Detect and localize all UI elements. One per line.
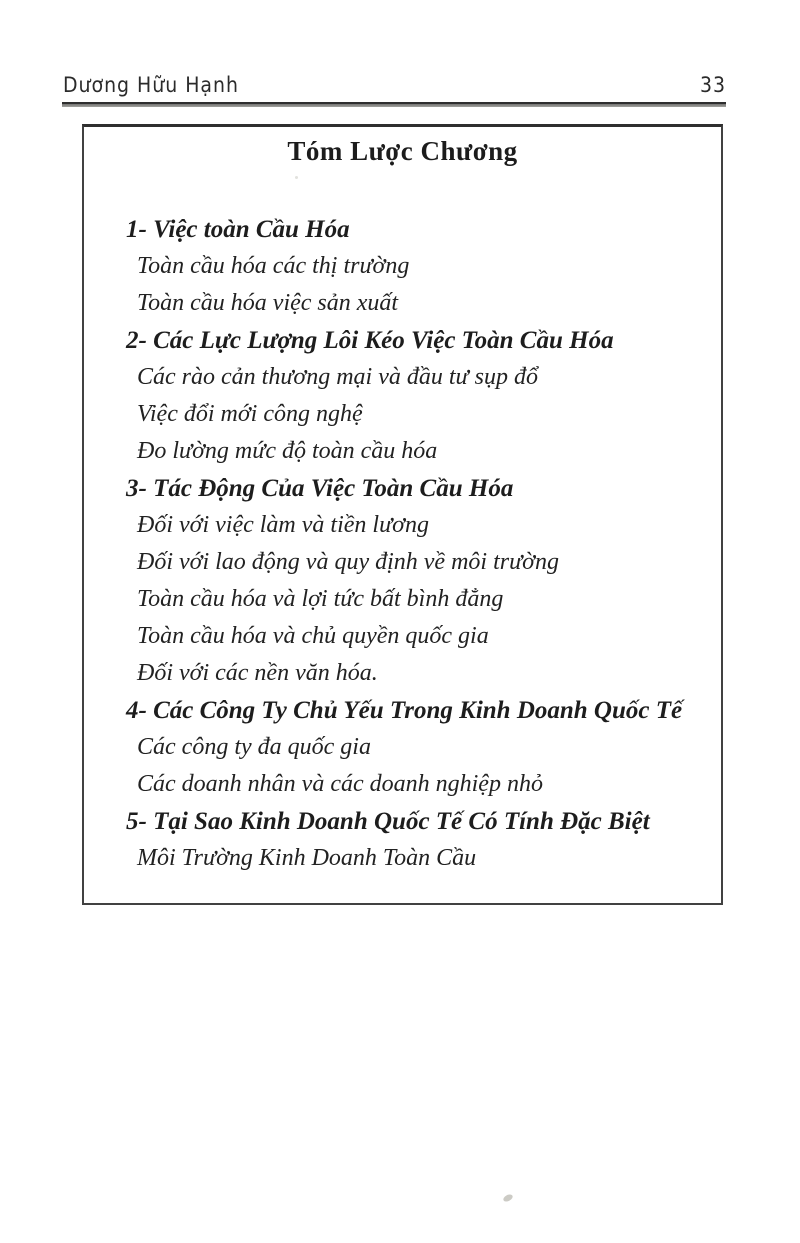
section-4-heading: 4- Các Công Ty Chủ Yếu Trong Kinh Doanh Quốc Tế [126,697,683,724]
section-3-item: Toàn cầu hóa và lợi tức bất bình đẳng [137,586,504,612]
section-1-item: Toàn cầu hóa các thị trường [137,253,410,279]
section-2-heading: 2- Các Lực Lượng Lôi Kéo Việc Toàn Cầu Hóa [126,327,614,354]
running-header-author: Dương Hữu Hạnh [63,73,239,97]
section-2-item: Việc đổi mới công nghệ [137,401,363,427]
section-3-item: Đối với lao động và quy định về môi trường [137,549,559,575]
scan-artifact [295,176,298,179]
section-5-item: Môi Trường Kinh Doanh Toàn Cầu [137,845,477,871]
section-5-heading: 5- Tại Sao Kinh Doanh Quốc Tế Có Tính Đặc Biệt [126,808,650,835]
summary-contents-list [126,211,715,877]
section-1-item: Toàn cầu hóa việc sản xuất [137,290,399,316]
chapter-summary-box [82,124,723,905]
section-3-item: Đối với các nền văn hóa. [137,660,378,686]
summary-box-title: Tóm Lược Chương [287,136,518,166]
section-4-item: Các công ty đa quốc gia [137,734,371,760]
section-2-item: Các rào cản thương mại và đầu tư sụp đổ [137,364,538,390]
scan-artifact [502,1193,514,1203]
section-4-item: Các doanh nhân và các doanh nghiệp nhỏ [137,771,543,797]
section-2-item: Đo lường mức độ toàn cầu hóa [137,438,438,464]
section-3-item: Toàn cầu hóa và chủ quyền quốc gia [137,623,489,649]
running-header [63,73,726,97]
header-rule [62,102,726,107]
section-3-item: Đối với việc làm và tiền lương [137,512,429,538]
section-1-heading: 1- Việc toàn Cầu Hóa [126,216,350,243]
page-number: 33 [699,73,726,97]
section-3-heading: 3- Tác Động Của Việc Toàn Cầu Hóa [126,475,514,502]
